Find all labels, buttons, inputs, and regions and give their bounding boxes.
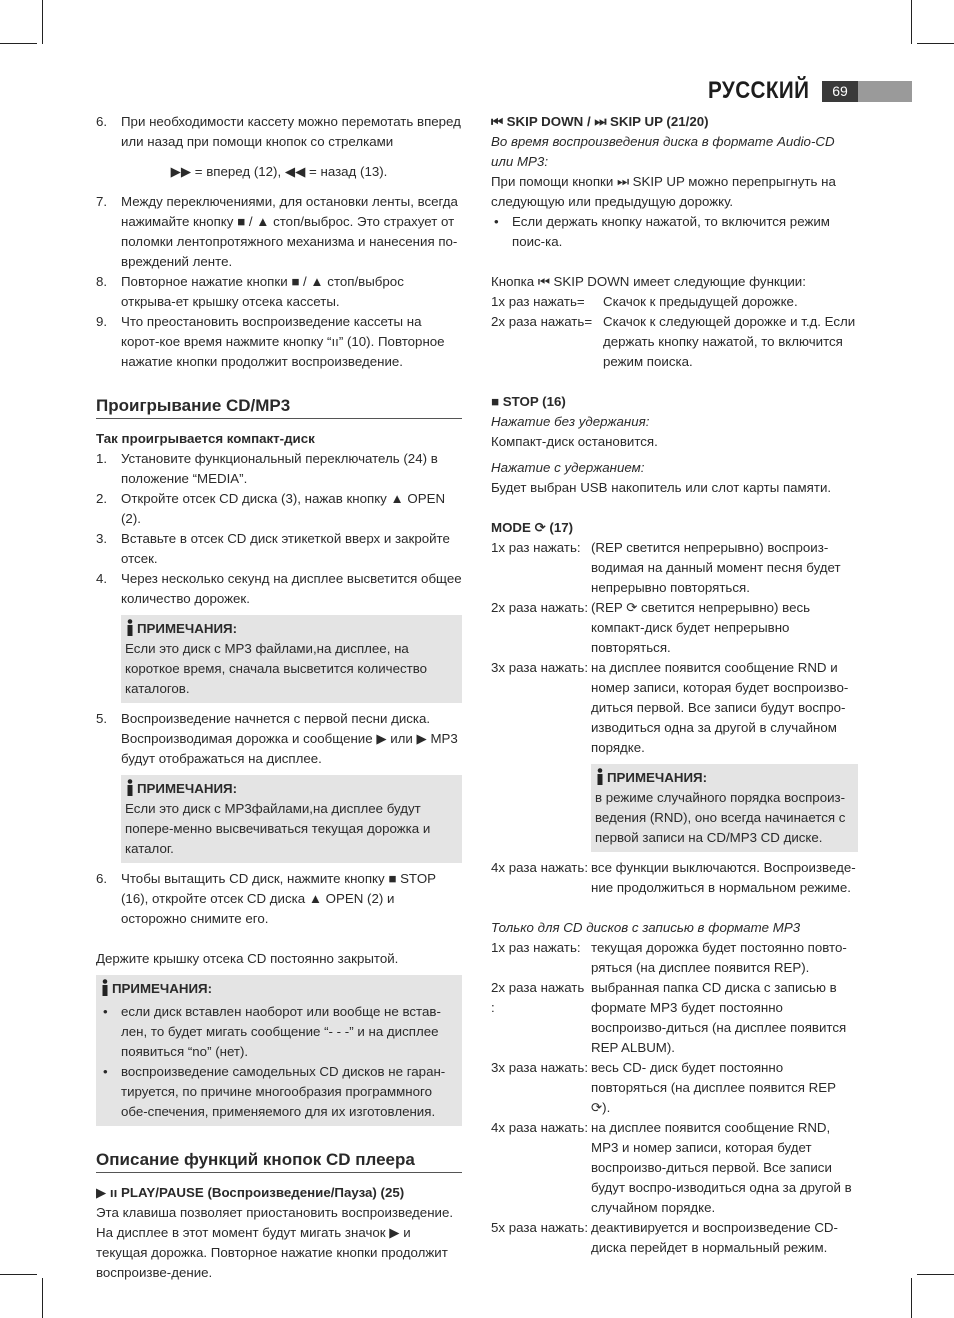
section-title-functions: Описание функций кнопок CD плеера <box>96 1148 462 1173</box>
crop-mark <box>42 1278 43 1318</box>
page-number: 69 <box>822 81 858 102</box>
list-item: • если диск вставлен наоборот или вообще не встав-лен, то будет мигать сообщение “- - -” и на дисплее появиться “no” (нет). <box>103 1004 441 1059</box>
list-item: 6. Чтобы вытащить CD диск, нажмите кнопку ■ STOP (16), откройте отсек CD диска ▲ OPEN (2) и осторожно снимите его. <box>96 871 436 926</box>
info-icon <box>125 779 135 796</box>
crop-mark <box>0 1274 37 1275</box>
list-item: 2x раза нажать : выбранная папка CD диска с записью в формате MP3 будет постоянно воспроизво-диться (на дисплее появится REP ALBUM). <box>491 980 847 1055</box>
page-language-title: РУССКИЙ <box>708 77 810 104</box>
list-item: 5. Воспроизведение начнется с первой песни диска. Воспроизводимая дорожка и сообщение ▶ или ▶ MP3 будут отображаться на дисплее. <box>96 711 458 766</box>
crop-mark <box>911 0 912 44</box>
tape-arrows-line: ▶▶ = вперед (12), ◀◀ = назад (13). <box>170 164 388 179</box>
crop-mark <box>917 43 954 44</box>
keep-closed-text: Держите крышку отсека CD постоянно закрытой. <box>96 951 399 966</box>
list-item: 8. Повторное нажатие кнопки ■ / ▲ стоп/выброс открыва-ет крышку отсека кассеты. <box>96 274 404 309</box>
list-item: 6. При необходимости кассету можно перемотать вперед или назад при помощи кнопок со стрелками <box>96 114 461 149</box>
list-item: 1x раз нажать: (REP светится непрерывно) воспроиз-водимая на данный момент песня будет непрерывно повторяться. <box>491 540 841 595</box>
list-item: 7. Между переключениями, для остановки ленты, всегда нажимайте кнопку ■ / ▲ стоп/выброс. Это страхует от поломки лентопротяжного механизма и нанесения по-вреждений ленте. <box>96 194 458 269</box>
note-box: ПРИМЕЧАНИЯ: Если это диск с MP3файлами,на дисплее будут попере-менно высвечиваться текущая дорожка и каталог. <box>121 775 462 863</box>
skip-down-list <box>491 292 858 372</box>
list-item: 1x раз нажать= Скачок к предыдущей дорожке. <box>491 294 798 309</box>
left-column <box>96 112 462 1283</box>
list-item: 4x раза нажать: на дисплее появится сообщение RND, MP3 и номер записи, которая будет воспроизво-диться первой. Все записи будут воспро-изводиться одна за другой в случайном порядке. <box>491 1120 852 1215</box>
subheading-stop: ■ STOP (16) <box>491 394 566 409</box>
list-item: • Если держать кнопку нажатой, то включится режим поис-ка. <box>494 214 830 249</box>
header-bar <box>858 81 912 102</box>
list-item: 1. Установите функциональный переключатель (24) в положение “MEDIA”. <box>96 451 438 486</box>
crop-mark <box>42 0 43 44</box>
list-item: 4. Через несколько секунд на дисплее высветится общее количество дорожек. <box>96 571 462 606</box>
mode-list <box>491 538 858 758</box>
subheading-play-pause: ▶ ıı PLAY/PAUSE (Воспроизведение/Пауза) (25) <box>96 1185 405 1200</box>
list-item: 4x раза нажать: все функции выключаются. Воспроизведе-ние продолжиться в нормальном режиме. <box>491 860 856 895</box>
list-item: • воспроизведение самодельных CD дисков не гаран-тируется, по причине многообразия программного обе-спечения, применяемого для их изготовления. <box>103 1064 446 1119</box>
info-icon <box>595 768 605 785</box>
right-column: ⏮ SKIP DOWN / ⏭ SKIP UP (21/20) Во время воспроизведения диска в формате Audio-CD или MP3: При помощи кнопки ⏭ SKIP UP можно перепрыгнуть на следующую или предыдущую дорожку. • Если держать кнопку нажатой, то включится режим поис-ка. Кнопка ⏮ SKIP DOWN имеет следующие функции: 1x раз нажать= Скачок к предыдущей дорожке. 2x раза нажать= Скачок к следующей дорожке и т.д. Если держать кнопку нажатой, то включится режим поиска. ■ STOP (16) Нажатие без удержания: Компакт-диск остановится. Нажатие с удержанием: Будет выбран USB накопитель или слот карты памяти. MODE ⟳ (17) 1x раз нажать: (REP светится непрерывно) воспроиз-водимая на данный момент песня будет непрерывно повторяться. 2x раза нажать: (REP ⟳ светится непрерывно) весь компакт-диск будет непрерывно повторяться. 3x раза нажать: на дисплее появится сообщение RND и номер записи, которая будет воспроизво-диться первой. Все записи будут воспро-изводиться одна за другой в случайном порядке. ПРИМЕЧАНИЯ: в режиме случайного порядка воспроиз-ведения (RND), оно всегда начинается с первой записи на CD/MP3 CD диске. 4x раза нажать: все функции выключаются. Воспроизведе-ние продолжиться в нормальном режиме. Только для CD дисков с записью в формате MP3 1x раз нажать: текущая дорожка будет постоянно повто-ряться (на дисплее появится REP). 2x раза нажать : выбранная папка CD диска с записью в формате MP3 будет постоянно воспроизво-диться (на дисплее появится REP ALBUM). 3x раза нажать: весь CD- диск будет постоянно повторяться (на дисплее появится REP ⟳). 4x раза нажать: на дисплее появится сообщение RND, MP3 и номер записи, которая будет воспроизво-диться первой. Все записи будут воспро-изводиться одна за другой в случайном порядке. 5x раза нажать: деактивируется и воспроизведение CD-диска перейдет в нормальный режим. <box>491 112 858 1258</box>
note-box: ПРИМЕЧАНИЯ: Если это диск с MP3 файлами,на дисплее, на короткое время, сначала высветится количество каталогов. <box>121 615 462 703</box>
note-box: ПРИМЕЧАНИЯ: • если диск вставлен наоборот или вообще не встав-лен, то будет мигать сообщение “- - -” и на дисплее появиться “no” (нет). • воспроизведение самодельных CD дисков не гаран-тируется, по причине многообразия программного обе-спечения, применяемого для их изготовления. <box>96 975 462 1126</box>
mp3-mode-list <box>491 938 858 1258</box>
subheading-skip: ⏮ SKIP DOWN / ⏭ SKIP UP (21/20) <box>491 114 709 129</box>
list-item: 2. Откройте отсек CD диска (3), нажав кнопку ▲ OPEN (2). <box>96 491 446 526</box>
subheading-mode: MODE ⟳ (17) <box>491 520 574 535</box>
crop-mark <box>911 1278 912 1318</box>
info-icon <box>125 619 135 636</box>
play-pause-text: Эта клавиша позволяет приостановить воспроизведение. На дисплее в этот момент будут мигать значок ▶ и текущая дорожка. Повторное нажатие кнопки продолжит воспроизве-дение. <box>96 1205 454 1280</box>
subheading: Так проигрывается компакт-диск <box>96 431 315 446</box>
list-item: 3x раза нажать: на дисплее появится сообщение RND и номер записи, которая будет воспроизво-диться первой. Все записи будут воспро-изводиться одна за другой в случайном порядке. <box>491 660 849 755</box>
section-title-cd-mp3: Проигрывание CD/MP3 <box>96 394 462 419</box>
list-item: 3. Вставьте в отсек CD диск этикеткой вверх и закройте отсек. <box>96 531 450 566</box>
crop-mark <box>0 43 37 44</box>
crop-mark <box>917 1274 954 1275</box>
list-item: 5x раза нажать: деактивируется и воспроизведение CD-диска перейдет в нормальный режим. <box>491 1220 838 1255</box>
list-item: 1x раз нажать: текущая дорожка будет постоянно повто-ряться (на дисплее появится REP). <box>491 940 847 975</box>
list-item: 2x раза нажать: (REP ⟳ светится непрерывно) весь компакт-диск будет непрерывно повторяться. <box>491 600 811 655</box>
list-item: 2x раза нажать= Скачок к следующей дорожке и т.д. Если держать кнопку нажатой, то включится режим поиска. <box>491 314 856 369</box>
list-item: 3x раза нажать: весь CD- диск будет постоянно повторяться (на дисплее появится REP ⟳). <box>491 1060 836 1115</box>
list-item: 9. Что преостановить воспроизведение кассеты на корот-кое время нажмите кнопку “ıı” (10). Повторное нажатие кнопки продолжит воспроизведение. <box>96 314 445 369</box>
note-box: ПРИМЕЧАНИЯ: в режиме случайного порядка воспроиз-ведения (RND), оно всегда начинается с первой записи на CD/MP3 CD диске. <box>591 764 858 852</box>
info-icon <box>100 979 110 996</box>
